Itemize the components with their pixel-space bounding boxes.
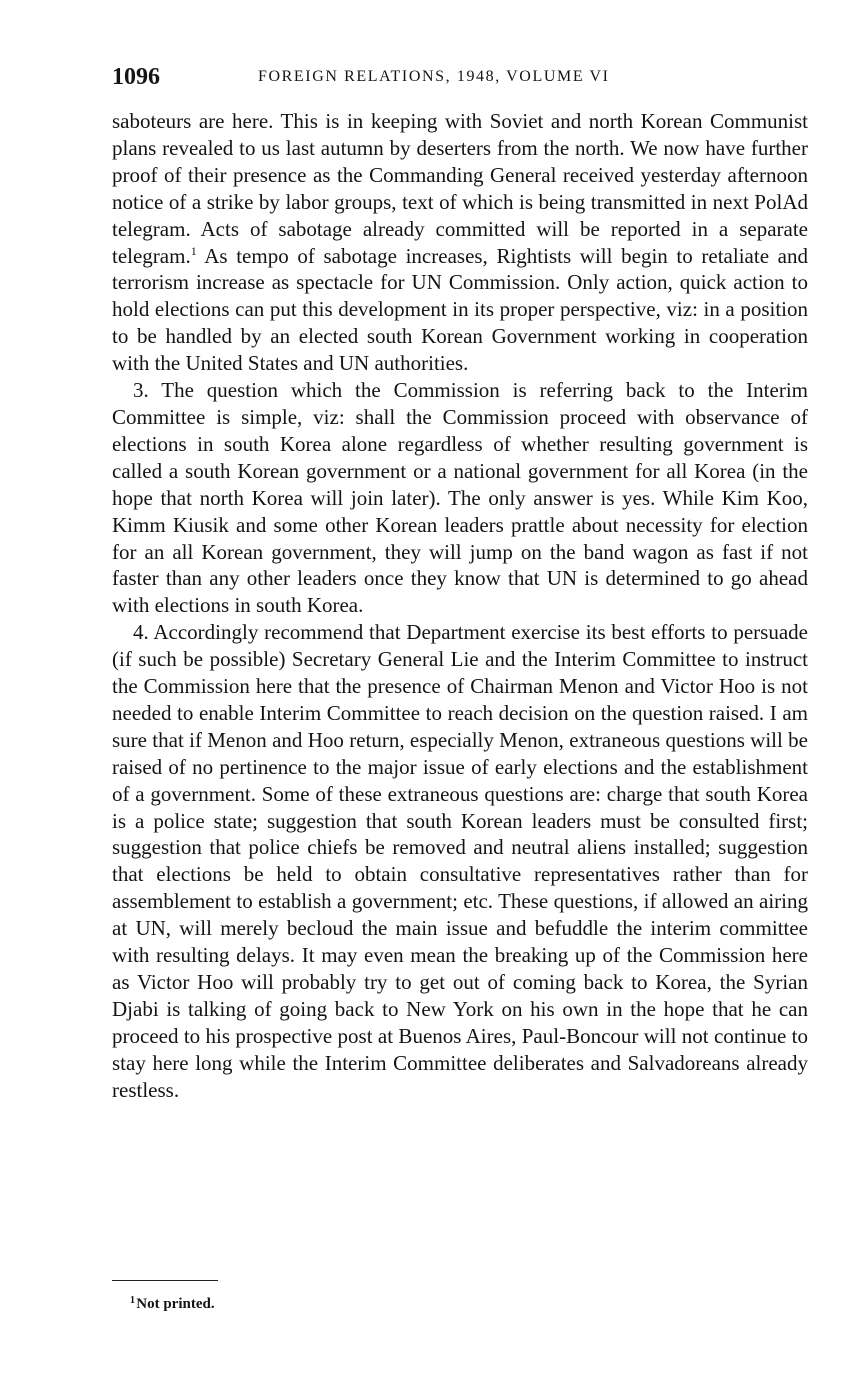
paragraph-text: saboteurs are here. This is in keeping with Soviet and north Korean Communist plans revealed to us last autumn by deserters from the north. We now have further proof of their presence as the Commanding General received yesterday afternoon notice of a strike by labor groups, text of which is being transmitted in next PolAd telegram. Acts of sabotage already committed will be reported in a separate telegram.: [112, 109, 808, 268]
footnote-divider: [112, 1280, 218, 1281]
paragraph-3: 3. The question which the Commission is referring back to the Interim Committee is simple, viz: shall the Commission proceed with observance of elections in south Korea alone regardless of whether resulting government is called a south Korean government or a national government for all Korea (in the hope that north Korea will join later). The only answer is yes. While Kim Koo, Kimm Kiusik and some other Korean leaders prattle about necessity for election for an all Korean government, they will jump on the band wagon as fast if not faster than any other leaders once they know that UN is determined to go ahead with elections in south Korea.: [112, 378, 808, 618]
footnote: [130, 1296, 215, 1313]
paragraph-continued: [112, 108, 808, 377]
footnote-reference: 1: [190, 243, 197, 258]
footnote-mark: 1: [130, 1295, 135, 1306]
paragraph-text: As tempo of sabotage increases, Rightists will begin to retaliate and terrorism increase as spectacle for UN Commission. Only action, quick action to hold elections can put this development in its proper perspective, viz: in a position to be handled by an elected south Korean Government working in cooperation with the United States and UN authorities.: [112, 243, 808, 376]
page-number: 1096: [112, 64, 160, 90]
running-head-title: FOREIGN RELATIONS, 1948, VOLUME VI: [258, 68, 610, 85]
paragraph-4: 4. Accordingly recommend that Department exercise its best efforts to persuade (if such be possible) Secretary General Lie and the Interim Committee to instruct the Commission here that the presence of Chairman Menon and Victor Hoo is not needed to enable Interim Committee to reach decision on the question raised. I am sure that if Menon and Hoo return, especially Menon, extraneous questions will be raised of no pertinence to the major issue of early elections and the establishment of a government. Some of these extraneous questions are: charge that south Korea is a police state; suggestion that south Korean leaders must be consulted first; suggestion that police chiefs be removed and neutral aliens installed; suggestion that elections be held to obtain consultative representatives rather than for assemblement to establish a government; etc. These questions, if allowed an airing at UN, will merely becloud the main issue and befuddle the interim committee with resulting delays. It may even mean the breaking up of the Commission here as Victor Hoo will probably try to get out of coming back to Korea, the Syrian Djabi is talking of going back to New York on his own in the hope that he can proceed to his prospective post at Buenos Aires, Paul-Boncour will not continue to stay here long while the Interim Committee deliberates and Salvadoreans already restless.: [112, 620, 808, 1102]
document-page: [112, 60, 808, 1104]
running-head: [112, 60, 808, 94]
body-text: [112, 108, 808, 1104]
footnote-text: Not printed.: [136, 1296, 215, 1312]
